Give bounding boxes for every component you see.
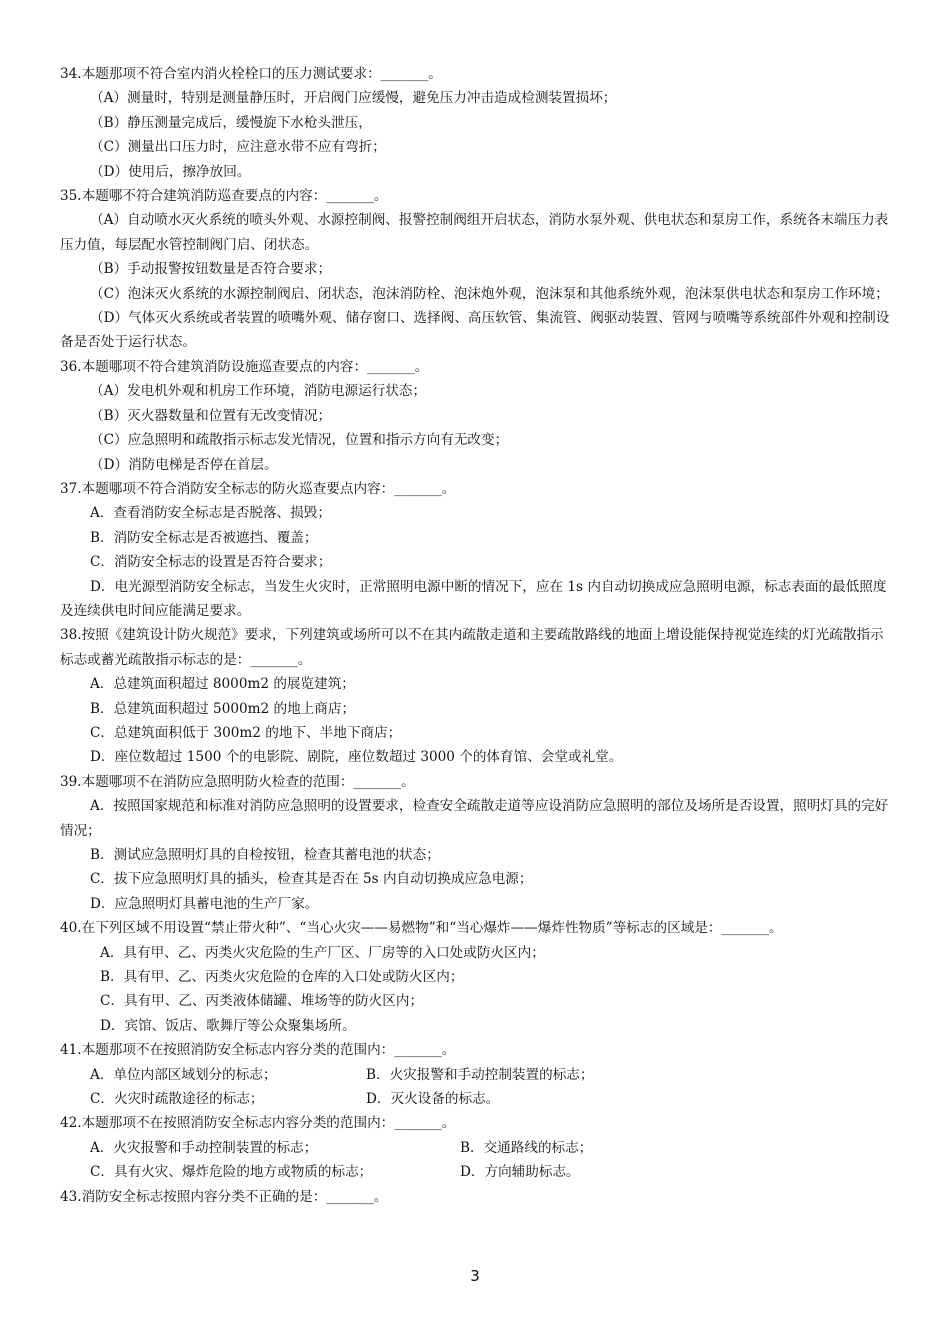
- question-39: [60, 770, 894, 916]
- option-c: （C）泡沫灭火系统的水源控制阀启、闭状态，泡沫消防栓、泡沫炮外观，泡沫泵和其他系统外观，泡沫泵供电状态和泵房工作环境；: [90, 285, 889, 302]
- option-c: C．拔下应急照明灯具的插头，检查其是否在 5s 内自动切换成应急电源；: [90, 871, 533, 888]
- option-a: （A）测量时，特别是测量静压时，开启阀门应缓慢，避免压力冲击造成检测装置损坏；: [90, 90, 617, 107]
- question-41: [60, 1038, 894, 1111]
- option-b: B．总建筑面积超过 5000m2 的地上商店；: [90, 700, 356, 717]
- question-36: [60, 355, 894, 477]
- question-43: [60, 1185, 894, 1209]
- option-b: （B）手动报警按钮数量是否符合要求；: [90, 261, 332, 278]
- question-35: [60, 184, 894, 355]
- option-c: C．火灾时疏散途径的标志；: [90, 1091, 264, 1108]
- option-b: （B）静压测量完成后，缓慢旋下水枪头泄压，: [90, 114, 372, 131]
- option-b: （B）灭火器数量和位置有无改变情况；: [90, 407, 332, 424]
- option-a: A．具有甲、乙、丙类火灾危险的生产厂区、厂房等的入口处或防火区内；: [100, 944, 545, 961]
- option-c: C．具有甲、乙、丙类液体储罐、堆场等的防火区内；: [100, 993, 424, 1010]
- question-37: [60, 477, 894, 623]
- question-stem: 42.本题那项不在按照消防安全标志内容分类的范围内：_______。: [60, 1115, 456, 1132]
- options-row: [60, 1063, 894, 1087]
- option-a: A．火灾报警和手动控制装置的标志；: [90, 1139, 318, 1156]
- question-stem: 40.在下列区域不用设置“禁止带火种”、“当心火灾——易燃物”和“当心爆炸——爆炸性物质”等标志的区域是：_______。: [60, 920, 783, 937]
- option-c: C．具有火灾、爆炸危险的地方或物质的标志；: [90, 1164, 373, 1181]
- question-stem: 38.按照《建筑设计防火规范》要求，下列建筑或场所可以不在其内疏散走道和主要疏散路线的地面上增设能保持视觉连续的灯光疏散指示标志或蓄光疏散指示标志的是：_______。: [60, 627, 884, 668]
- option-b: B．消防安全标志是否被遮挡、覆盖；: [90, 529, 318, 546]
- question-34: [60, 62, 894, 184]
- question-stem: 39.本题哪项不在消防应急照明防火检查的范围：_______。: [60, 773, 415, 790]
- question-38: [60, 623, 894, 769]
- option-a: （A）发电机外观和机房工作环境，消防电源运行状态；: [90, 383, 427, 400]
- option-d: D．电光源型消防安全标志，当发生火灾时，正常照明电源中断的情况下，应在 1s 内自动切换成应急照明电源，标志表面的最低照度及连续供电时间应能满足要求。: [60, 578, 887, 619]
- option-d: （D）消防电梯是否停在首层。: [90, 456, 278, 473]
- option-a: A．按照国家规范和标准对消防应急照明的设置要求，检查安全疏散走道等应设消防应急照明的部位及场所是否设置，照明灯具的完好情况；: [60, 798, 889, 839]
- option-d: （D）气体灭火系统或者装置的喷嘴外观、储存窗口、选择阀、高压软管、集流管、阀驱动装置、管网与喷嘴等系统部件外观和控制设备是否处于运行状态。: [60, 310, 890, 351]
- option-c: （C）应急照明和疏散指示标志发光情况，位置和指示方向有无改变；: [90, 432, 509, 449]
- question-stem: 37.本题哪项不符合消防安全标志的防火巡查要点内容：_______。: [60, 480, 456, 497]
- option-c: C．总建筑面积低于 300m2 的地下、半地下商店；: [90, 724, 402, 741]
- option-b: B．火灾报警和手动控制装置的标志；: [366, 1066, 594, 1083]
- option-a: A．查看消防安全标志是否脱落、损毁；: [90, 505, 331, 522]
- option-a: A．单位内部区域划分的标志；: [90, 1066, 277, 1083]
- question-stem: 41.本题那项不在按照消防安全标志内容分类的范围内：_______。: [60, 1042, 456, 1059]
- question-stem: 34.本题那项不符合室内消火栓栓口的压力测试要求：_______。: [60, 66, 442, 82]
- option-b: B．具有甲、乙、丙类火灾危险的仓库的入口处或防火区内；: [100, 969, 464, 986]
- option-b: B．交通路线的标志；: [460, 1139, 593, 1156]
- options-row: [60, 1136, 894, 1160]
- question-stem: 36.本题哪项不符合建筑消防设施巡查要点的内容：_______。: [60, 358, 429, 375]
- options-row: [60, 1160, 894, 1184]
- option-d: D．宾馆、饭店、歌舞厅等公众聚集场所。: [100, 1017, 356, 1034]
- question-40: [60, 916, 894, 1038]
- option-c: C．消防安全标志的设置是否符合要求；: [90, 554, 332, 571]
- option-a: A．总建筑面积超过 8000m2 的展览建筑；: [90, 676, 355, 693]
- question-stem: 43.消防安全标志按照内容分类不正确的是：_______。: [60, 1188, 388, 1205]
- option-d: D．应急照明灯具蓄电池的生产厂家。: [90, 895, 319, 912]
- option-b: B．测试应急照明灯具的自检按钮，检查其蓄电池的状态；: [90, 847, 440, 863]
- options-row: [60, 1087, 894, 1111]
- question-stem: 35.本题哪不符合建筑消防巡查要点的内容：_______。: [60, 188, 388, 205]
- option-d: D．方向辅助标志。: [460, 1164, 580, 1181]
- option-c: （C）测量出口压力时，应注意水带不应有弯折；: [90, 139, 386, 156]
- option-d: D．灭火设备的标志。: [366, 1091, 500, 1108]
- option-d: （D）使用后，擦净放回。: [90, 163, 251, 180]
- option-d: D．座位数超过 1500 个的电影院、剧院，座位数超过 3000 个的体育馆、会堂或礼堂。: [90, 749, 623, 766]
- option-a: （A）自动喷水灭火系统的喷头外观、水源控制阀、报警控制阀组开启状态，消防水泵外观、供电状态和泵房工作，系统各末端压力表压力值，每层配水管控制阀门启、闭状态。: [60, 212, 889, 253]
- page-number: 3: [470, 1267, 480, 1285]
- question-42: [60, 1111, 894, 1184]
